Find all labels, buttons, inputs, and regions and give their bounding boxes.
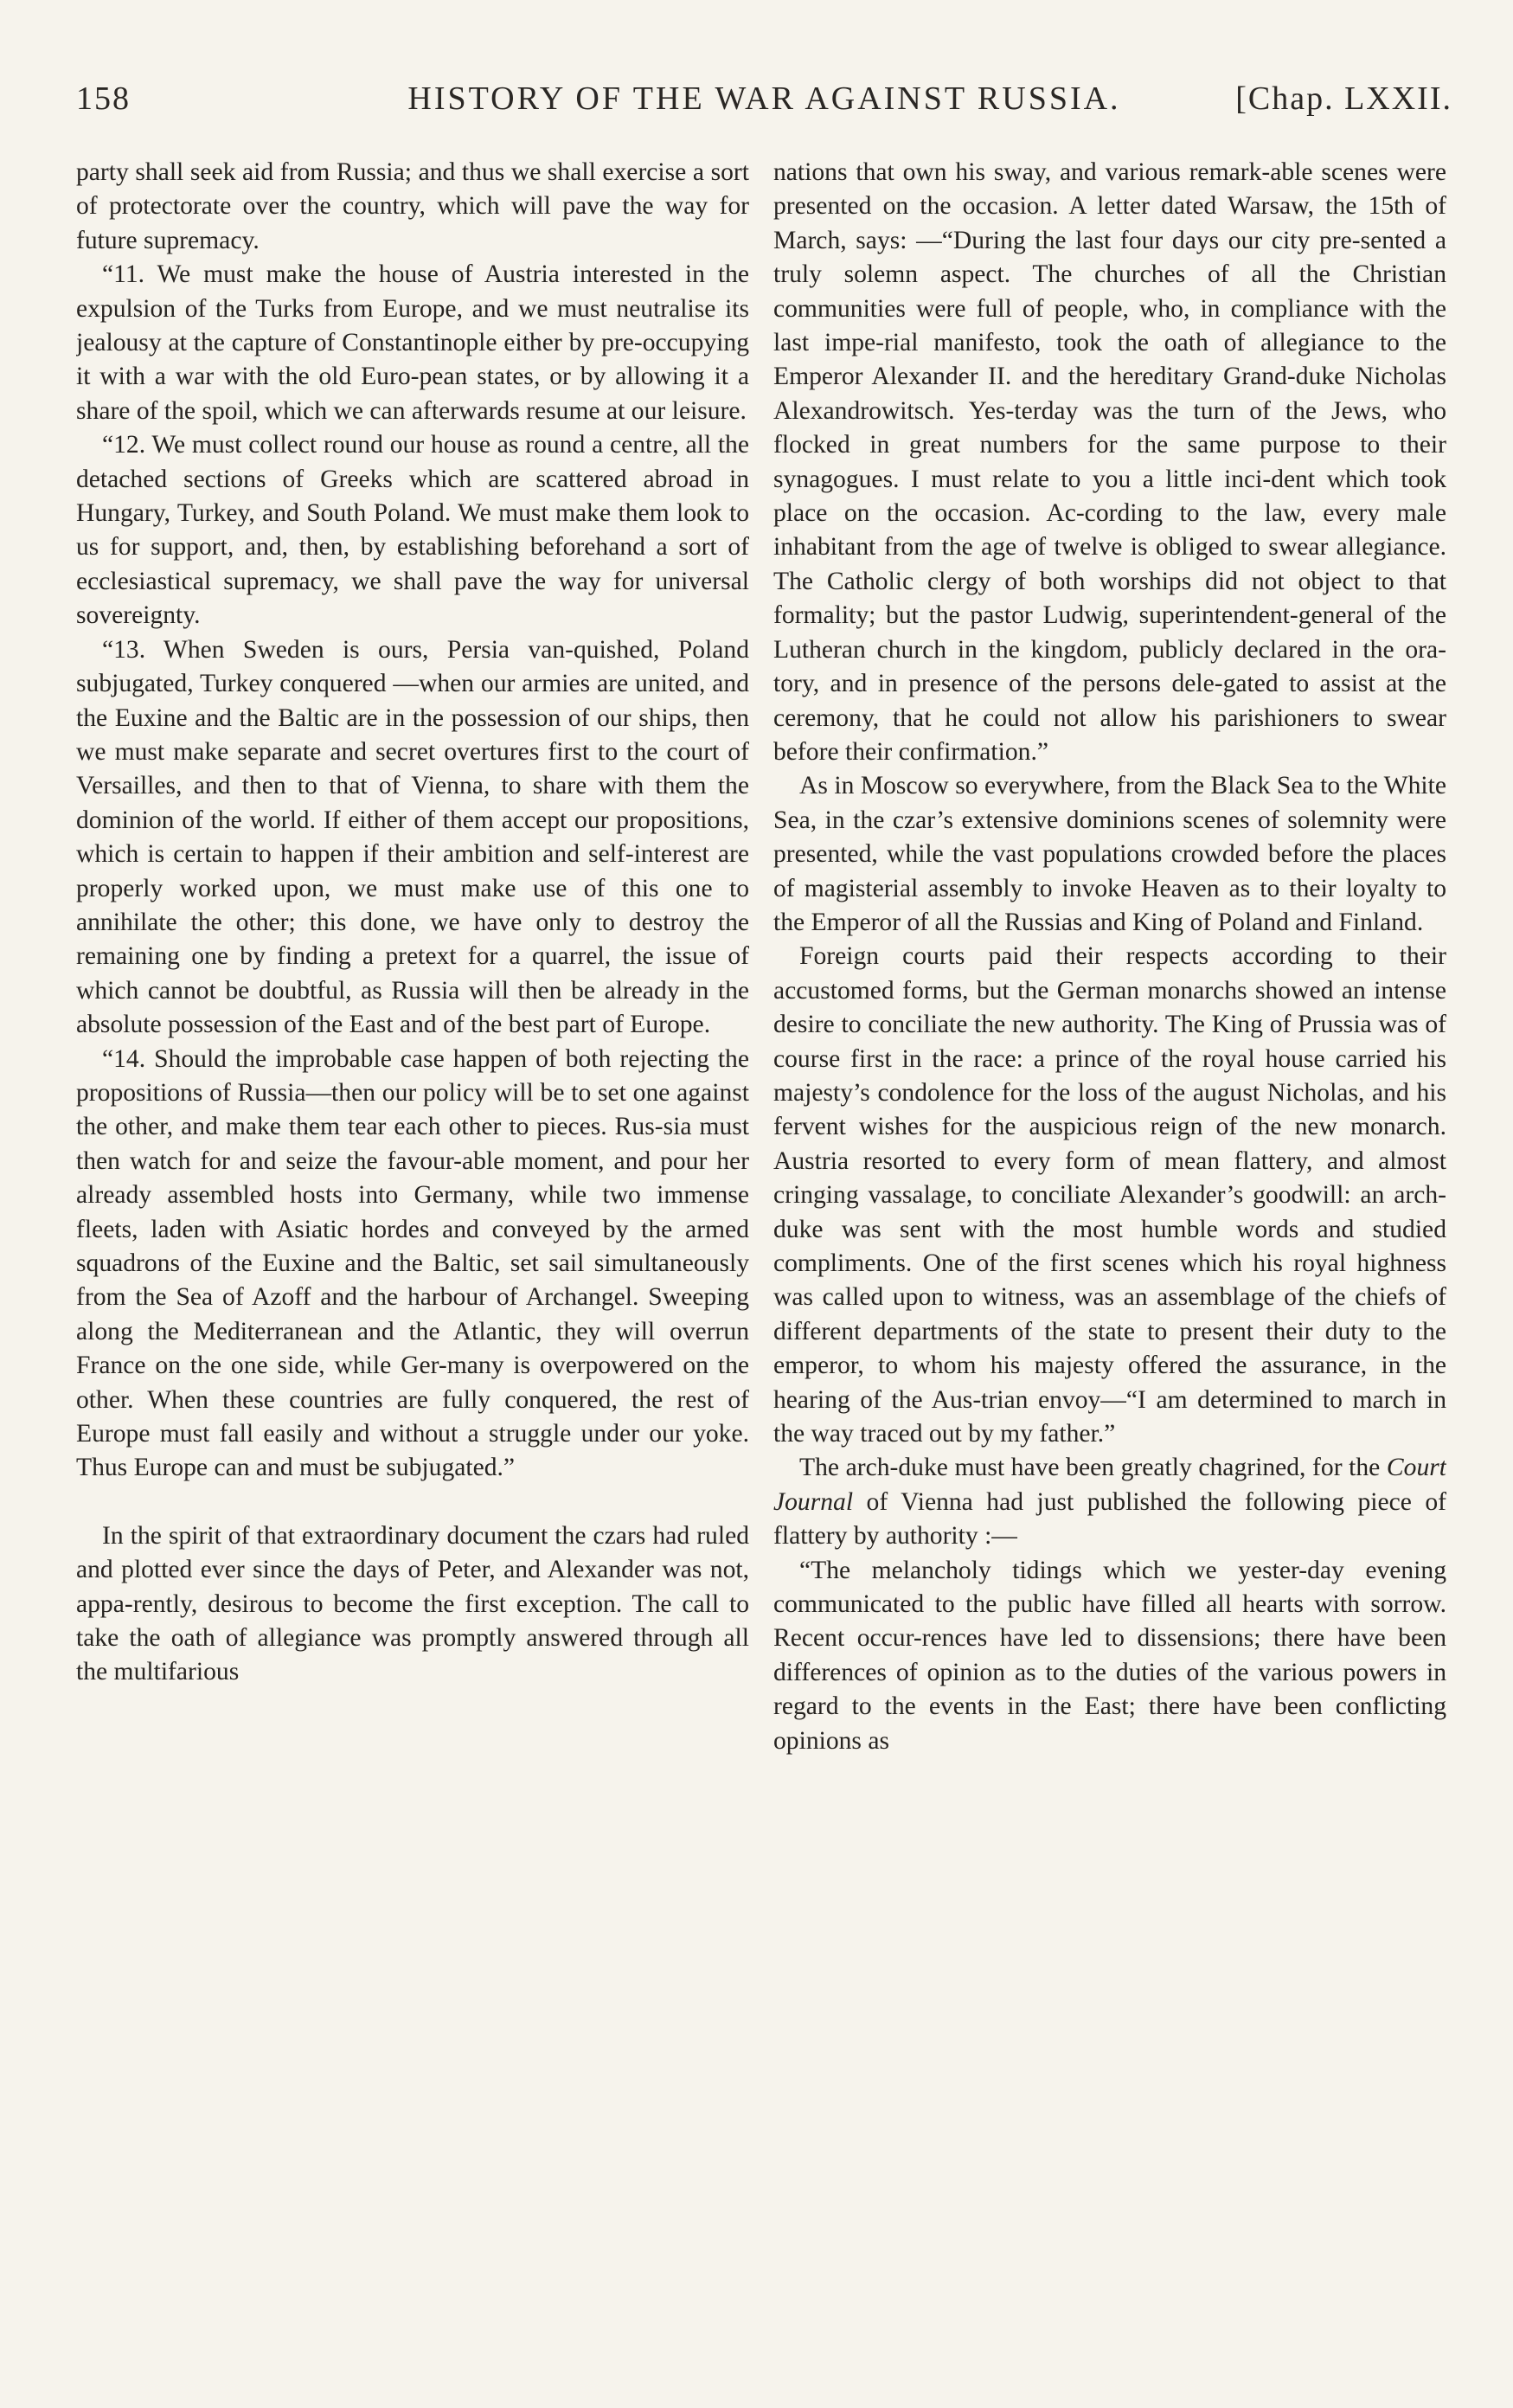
paragraph: “13. When Sweden is ours, Persia van-quished, Poland subjugated, Turkey conquered —when our armies are united, and the Euxine and the Baltic are in the possession of our ships, then we must make separate and secret overtures first to the court of Versailles, and then to that of Vienna, to share with them the dominion of the world. If either of them accept our propositions, which is certain to happen if their ambition and self-interest are properly worked upon, we must make use of this one to annihilate the other; this done, we have only to destroy the remaining one by finding a pretext for a quarrel, the issue of which cannot be doubtful, as Russia will then be already in the absolute possession of the East and of the best part of Europe.: [76, 635, 749, 1039]
paragraph-text: The arch-duke must have been greatly chagrined, for the: [799, 1454, 1387, 1482]
court-journal-title: Court Journal: [773, 1454, 1446, 1516]
paragraph: As in Moscow so everywhere, from the Black Sea to the White Sea, in the czar’s extensive dominions scenes of solemnity were presented, while the vast populations crowded before the places of magisterial assembly to invoke Heaven as to their loyalty to the Emperor of all the Russias and King of Poland and Finland.: [773, 772, 1446, 936]
paragraph: “The melancholy tidings which we yester-day evening communicated to the public have filled all hearts with sorrow. Recent occur-rences have led to dissensions; there have been differences of opinion as to the duties of the various powers in regard to the events in the East; there have been conflicting opinions as: [773, 1556, 1446, 1755]
paragraph: “14. Should the improbable case happen of both rejecting the propositions of Russia—then our policy will be to set one against the other, and make them tear each other to pieces. Rus-sia must then watch for and seize the favour-able moment, and pour her already assembled hosts into Germany, while two immense fleets, laden with Asiatic hordes and conveyed by the armed squadrons of the Euxine and the Baltic, set sail simultaneously from the Sea of Azoff and the harbour of Archangel. Sweeping along the Mediterranean and the Atlantic, they will overrun France on the one side, while Ger-many is overpowered on the other. When these countries are fully conquered, the rest of Europe must fall easily and without a struggle under our yoke. Thus Europe can and must be subjugated.”: [76, 1044, 749, 1482]
running-title: HISTORY OF THE WAR AGAINST RUSSIA.: [407, 80, 1121, 117]
paragraph: In the spirit of that extraordinary document the czars had ruled and plotted ever since the days of Peter, and Alexander was not, appa-rently, desirous to become the first exception. The call to take the oath of allegiance was promptly answered through all the multifarious: [76, 1521, 749, 1686]
paragraph-text: of Vienna had just published the following piece of flattery by authority :—: [773, 1487, 1446, 1551]
paragraph: “12. We must collect round our house as round a centre, all the detached sections of Greeks which are scattered abroad in Hungary, Turkey, and South Poland. We must make them look to us for support, and, then, by establishing beforehand a sort of ecclesiastical supremacy, we shall pave the way for universal sovereignty.: [76, 431, 749, 630]
page-number: 158: [76, 80, 131, 117]
paragraph: nations that own his sway, and various remark-able scenes were presented on the occasion. A letter dated Warsaw, the 15th of March, says: —“During the last four days our city pre-sented a truly solemn aspect. The churches of all the Christian communities were full of people, who, in compliance with the last impe-rial manifesto, took the oath of allegiance to the Emperor Alexander II. and the hereditary Grand-duke Nicholas Alexandrowitsch. Yes-terday was the turn of the Jews, who flocked in great numbers for the same purpose to their synagogues. I must relate to you a little inci-dent which took place on the occasion. Ac-cording to the law, every male inhabitant from the age of twelve is obliged to swear allegiance. The Catholic clergy of both worships did not object to that formality; but the pastor Ludwig, superintendent-general of the Lutheran church in the kingdom, publicly declared in the ora-tory, and in presence of the persons dele-gated to assist at the ceremony, that he could not allow his parishioners to swear before their confirmation.”: [773, 158, 1446, 766]
paragraph: [773, 1451, 1446, 1553]
right-column: [773, 156, 1446, 2371]
running-header: [76, 80, 1452, 132]
left-column: [76, 156, 749, 2371]
chapter-label: [Chap. LXXII.: [1235, 80, 1452, 117]
paragraph: Foreign courts paid their respects according to their accustomed forms, but the German monarchs showed an intense desire to conciliate the new authority. The King of Prussia was of course first in the race: a prince of the royal house carried his majesty’s condolence for the loss of the august Nicholas, and his fervent wishes for the auspicious reign of the new monarch. Austria resorted to every form of mean flattery, and almost cringing vassalage, to conciliate Alexander’s goodwill: an arch-duke was sent with the most humble words and studied compliments. One of the first scenes which his royal highness was called upon to witness, was an assemblage of the chiefs of different departments of the state to present their duty to the emperor, to whom his majesty offered the assurance, in the hearing of the Aus-trian envoy—“I am determined to march in the way traced out by my father.”: [773, 942, 1446, 1448]
paragraph: party shall seek aid from Russia; and thus we shall exercise a sort of protectorate over the country, which will pave the way for future supremacy.: [76, 158, 749, 254]
paragraph: “11. We must make the house of Austria interested in the expulsion of the Turks from Europe, and we must neutralise its jealousy at the capture of Constantinople either by pre-occupying it with a war with the old Euro-pean states, or by allowing it a share of the spoil, which we can afterwards resume at our leisure.: [76, 260, 749, 425]
